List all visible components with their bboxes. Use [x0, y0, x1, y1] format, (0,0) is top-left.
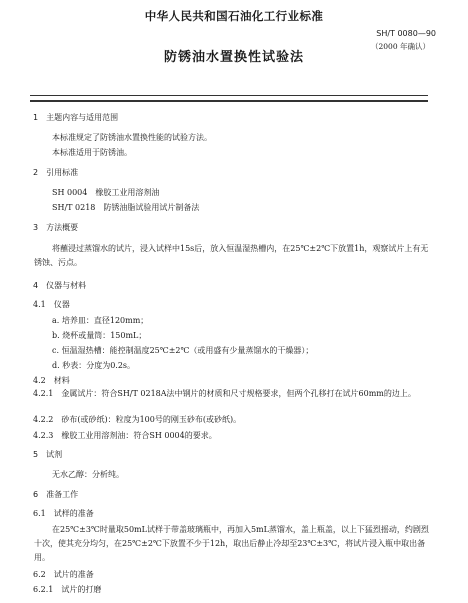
- subsection-4-2: 4.2 材料: [33, 376, 70, 385]
- section-3-heading: 3 方法概要: [33, 223, 79, 232]
- instrument-item: d. 秒表：分度为0.2s。: [52, 361, 136, 370]
- section-3-paragraph: 将蘸浸过蒸馏水的试片，浸入试样中15s后，放入恒温湿热槽内，在25℃±2℃下放置1h，观察试片上有无锈蚀、污点。: [34, 244, 429, 267]
- material-4-2-1: 4.2.1 金属试片：符合SH/T 0218A法中钢片的材质和尺寸规格要求，但两个孔移打在试片60mm的边上。: [33, 389, 416, 398]
- header-rule-thin: [30, 95, 428, 96]
- header-title: 中华人民共和国石油化工行业标准: [144, 9, 324, 23]
- instrument-item: c. 恒温湿热槽：能控制温度25℃±2℃（或用盛有少量蒸馏水的干燥器）；: [52, 346, 314, 355]
- reference-1: SH 0004 橡胶工业用溶剂油: [52, 188, 160, 197]
- section-1-heading: 1 主题内容与适用范围: [33, 113, 119, 122]
- subsection-6-1: 6.1 试样的准备: [33, 509, 94, 518]
- material-4-2-2: 4.2.2 砂布(或砂纸)：粒度为100号的刚玉砂布(或砂纸)。: [33, 415, 242, 424]
- section-1-line-2: 本标准适用于防锈油。: [52, 148, 132, 157]
- reference-2: SH/T 0218 防锈油脂试验用试片制备法: [52, 203, 200, 212]
- instrument-item: b. 烧杯或量筒：150mL；: [52, 331, 147, 340]
- document-title: 防锈油水置换性试验法: [163, 50, 304, 65]
- section-4-heading: 4 仪器与材料: [33, 281, 87, 290]
- subsection-6-2-1: 6.2.1 试片的打磨: [33, 585, 102, 594]
- subsection-6-2: 6.2 试片的准备: [33, 570, 94, 579]
- reagent-line: 无水乙醇：分析纯。: [52, 470, 124, 479]
- subsection-4-1: 4.1 仪器: [33, 300, 70, 309]
- header-rule-thick: [30, 100, 428, 102]
- material-4-2-3: 4.2.3 橡胶工业用溶剂油：符合SH 0004的要求。: [33, 431, 217, 440]
- standard-number: SH/T 0080—90: [376, 29, 436, 38]
- section-5-heading: 5 试剂: [33, 450, 63, 459]
- section-2-heading: 2 引用标准: [33, 168, 79, 177]
- instrument-item: a. 培养皿：直径120mm；: [52, 316, 149, 325]
- section-6-heading: 6 准备工作: [33, 490, 79, 499]
- section-6-1-paragraph: 在25℃±3℃时量取50mL试样于带盖玻璃瓶中，再加入5mL蒸馏水，盖上瓶盖，以上下猛烈摇动，约剧烈十次，使其充分均匀，在25℃±2℃下放置不少于12h，取出后静止冷却至23℃±3℃，将试片浸入瓶中取出备用。: [34, 525, 429, 562]
- confirmation-year: （2000 年确认）: [371, 42, 430, 51]
- section-1-line-1: 本标准规定了防锈油水置换性能的试验方法。: [52, 133, 212, 142]
